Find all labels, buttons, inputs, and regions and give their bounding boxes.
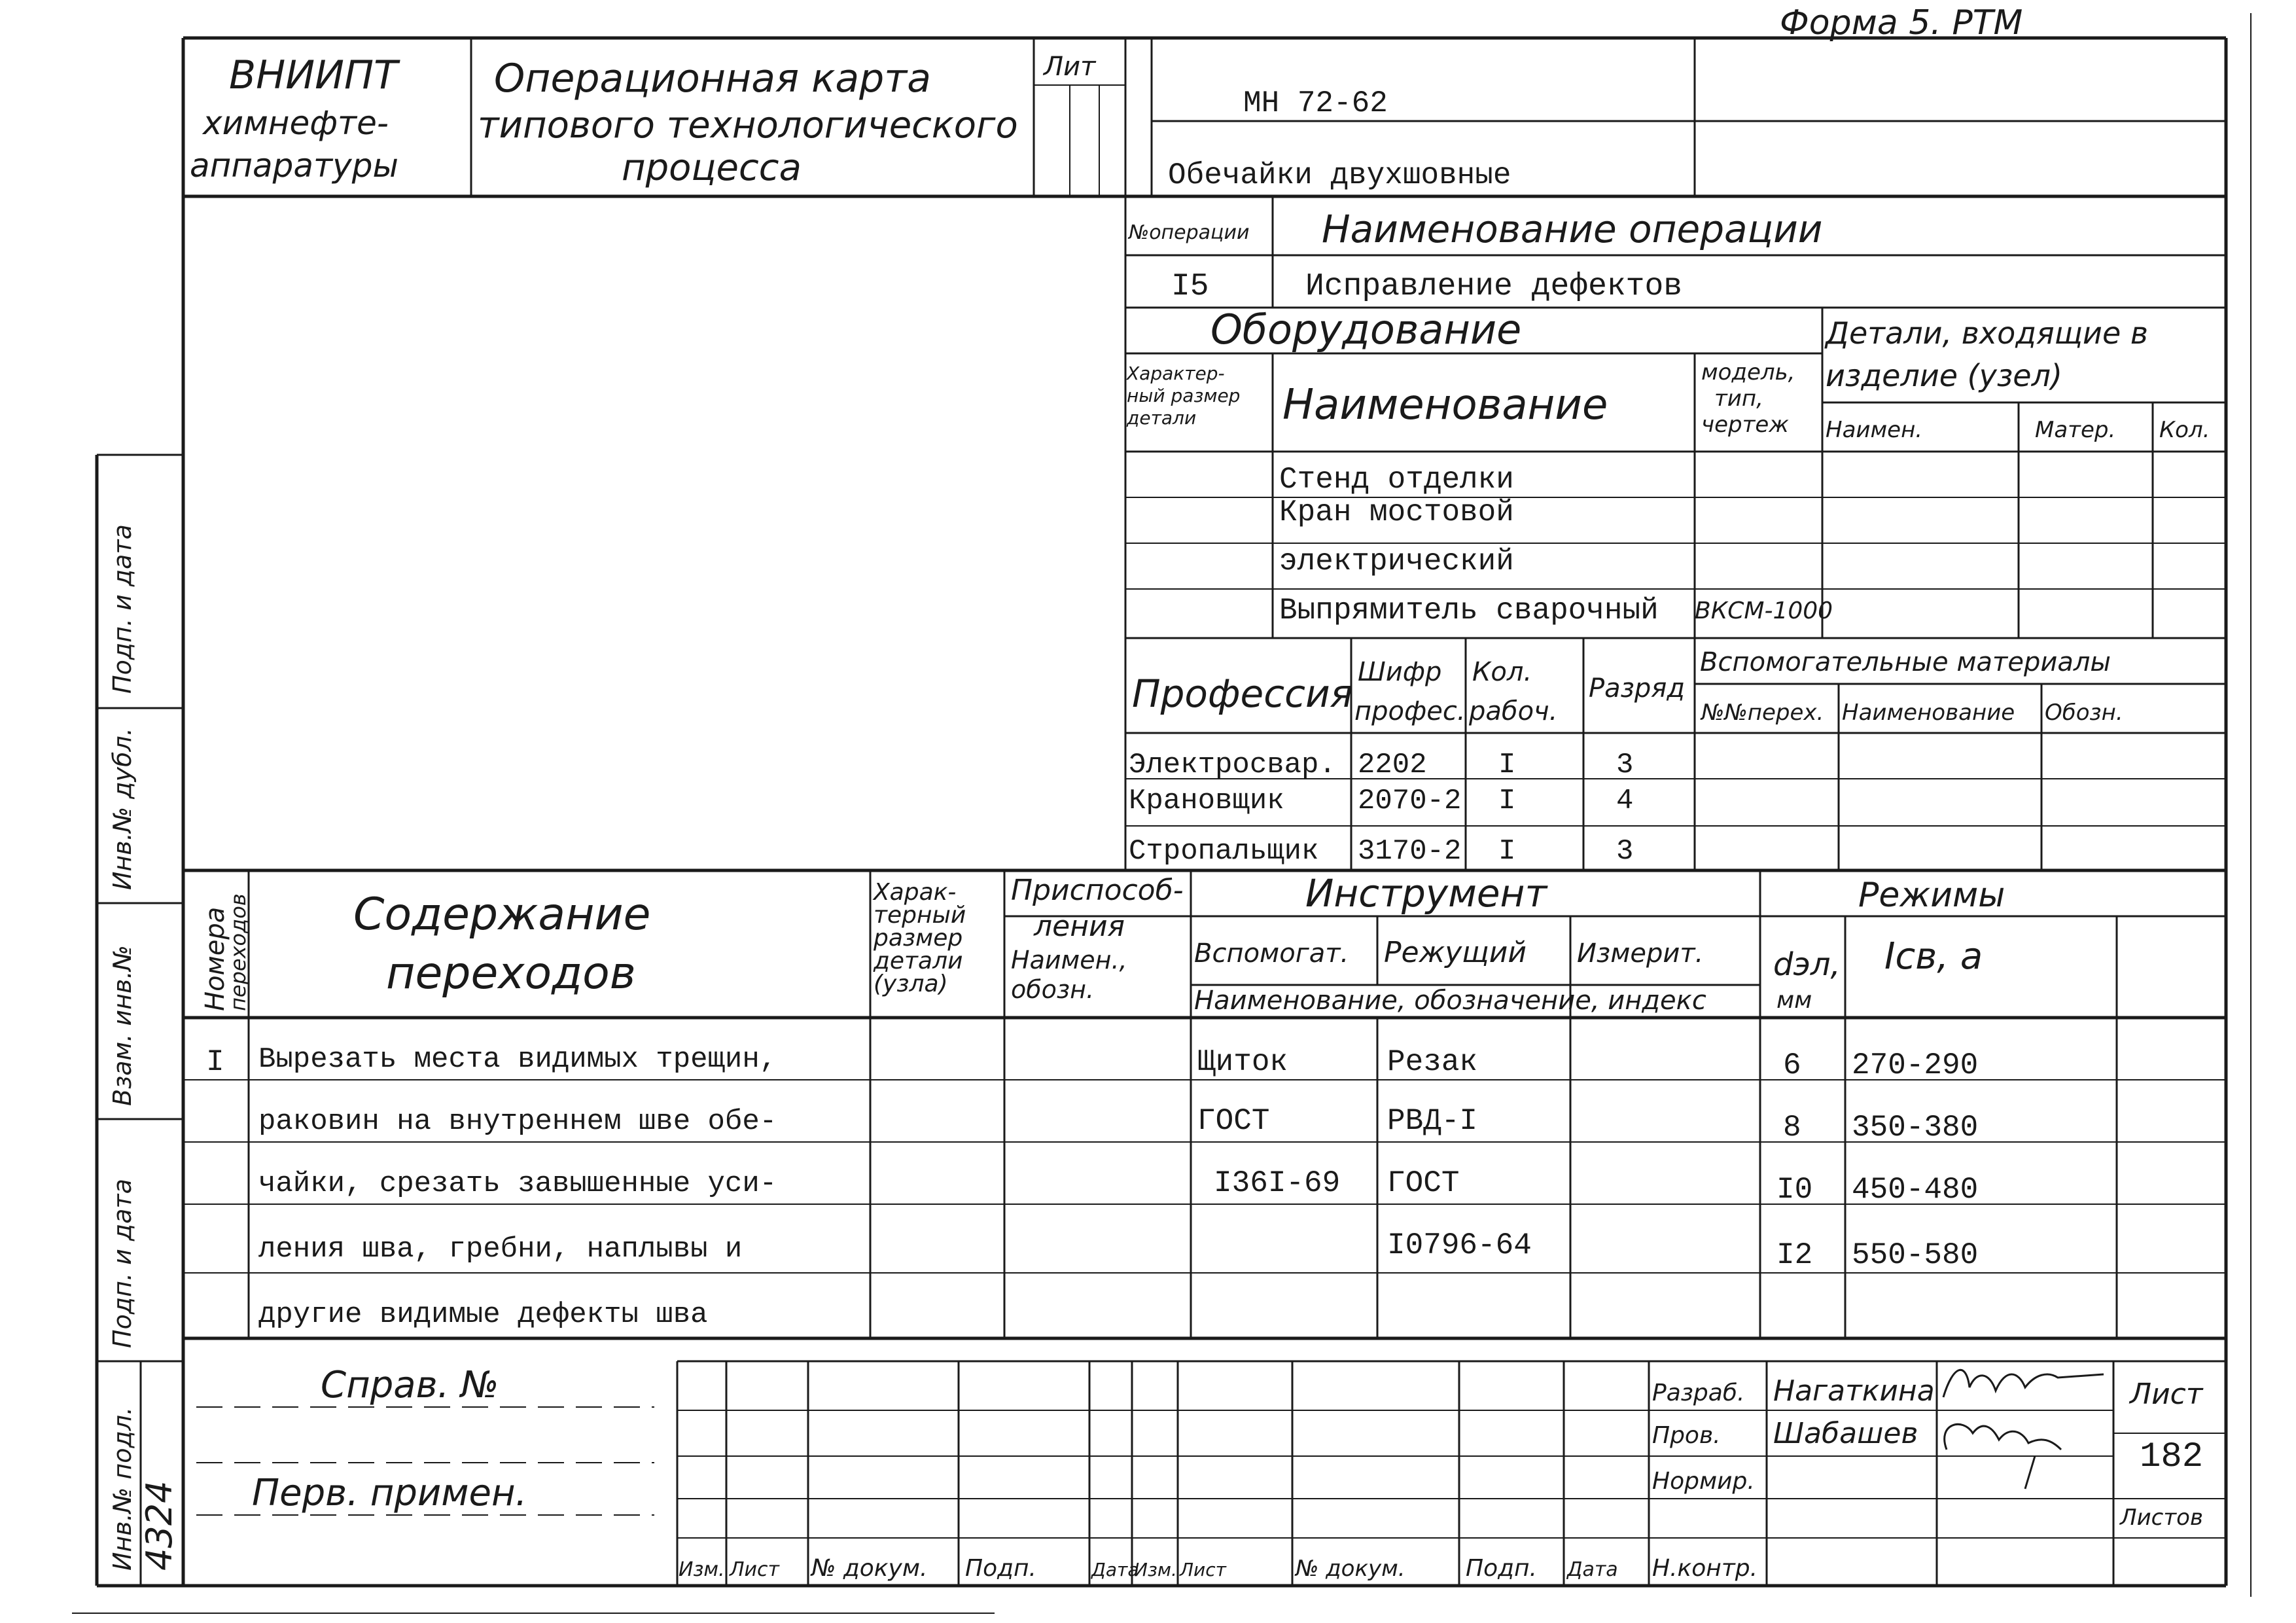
equipment-col-size-1: Характер- bbox=[1127, 363, 1225, 384]
trans-col-size-5: (узла) bbox=[874, 971, 948, 997]
name-razrab: Нагаткина bbox=[1773, 1374, 1935, 1408]
aux-col-name: Наименование bbox=[1842, 700, 2015, 726]
stamp-col-doc-1: № докум. bbox=[811, 1555, 928, 1582]
trans-col-fixture-sub-2: обозн. bbox=[1011, 975, 1095, 1004]
workers-col-grade: Разряд bbox=[1589, 673, 1686, 704]
cut-tool-4: I0796-64 bbox=[1387, 1228, 1532, 1262]
sheet-number: 182 bbox=[2140, 1437, 2204, 1477]
signature-razrab bbox=[1943, 1370, 2104, 1397]
perv-primen-label: Перв. примен. bbox=[252, 1472, 527, 1514]
stamp-col-list-2: Лист bbox=[1180, 1559, 1226, 1580]
stamp-col-date-2: Дата bbox=[1567, 1558, 1618, 1581]
cut-tool-3: ГОСТ bbox=[1387, 1166, 1460, 1200]
workers-col-profession: Профессия bbox=[1132, 671, 1353, 716]
transition-line-5: другие видимые дефекты шва bbox=[258, 1298, 708, 1331]
trans-col-size-1: Харак- bbox=[874, 879, 957, 906]
role-razrab: Разраб. bbox=[1652, 1380, 1745, 1406]
equipment-col-name: Наименование bbox=[1282, 381, 1608, 429]
aux-tool-3: I36I-69 bbox=[1214, 1166, 1341, 1200]
modes-d-2: мм bbox=[1776, 987, 1812, 1014]
operation-number: I5 bbox=[1171, 269, 1209, 304]
aux-tool-1: Щиток bbox=[1197, 1045, 1288, 1079]
aux-tool-2: ГОСТ bbox=[1197, 1104, 1270, 1138]
transition-line-4: ления шва, гребни, наплывы и bbox=[258, 1233, 743, 1266]
margin-label-inv-dubl: Инв.№ дубл. bbox=[108, 728, 137, 890]
equipment-col-model-1: модель, bbox=[1701, 359, 1795, 385]
worker-3-code: 3170-2 bbox=[1358, 835, 1462, 868]
margin-labels bbox=[108, 524, 180, 1571]
worker-1-code: 2202 bbox=[1358, 749, 1427, 781]
i-sv-2: 350-380 bbox=[1852, 1111, 1979, 1145]
d-el-3: I0 bbox=[1776, 1173, 1813, 1207]
trans-col-fixture-sub-1: Наимен., bbox=[1011, 946, 1127, 974]
part-name: Обечайки двухшовные bbox=[1168, 158, 1511, 192]
cut-tool-2: РВД-I bbox=[1387, 1104, 1478, 1138]
worker-2-profession: Крановщик bbox=[1129, 785, 1284, 817]
i-sv-1: 270-290 bbox=[1852, 1048, 1979, 1082]
aux-materials-title: Вспомогательные материалы bbox=[1700, 647, 2111, 677]
worker-3-grade: 3 bbox=[1616, 835, 1634, 868]
form-label: Форма 5. РТМ bbox=[1780, 3, 2023, 43]
trans-col-fixture-1: Приспособ- bbox=[1011, 874, 1184, 907]
stamp-col-izm-2: Изм. bbox=[1134, 1559, 1177, 1580]
inv-number: 4324 bbox=[139, 1480, 180, 1571]
stamp-col-sign-2: Подп. bbox=[1466, 1555, 1537, 1582]
sheets-label: Листов bbox=[2120, 1505, 2204, 1531]
worker-2-count: I bbox=[1498, 785, 1516, 817]
equipment-col-model-2: тип, bbox=[1714, 385, 1763, 412]
trans-col-fixture-2: ления bbox=[1034, 910, 1125, 943]
trans-col-num-2: переходов bbox=[226, 893, 251, 1011]
workers-col-count-1: Кол. bbox=[1472, 657, 1532, 687]
tools-sub: Наименование, обозначение, индекс bbox=[1194, 986, 1706, 1016]
equipment-row-2: Кран мостовой bbox=[1279, 495, 1514, 529]
transition-line-2: раковин на внутреннем шве обе- bbox=[258, 1105, 777, 1138]
role-n-kontr: Н.контр. bbox=[1652, 1555, 1758, 1582]
margin-label-podp-data-2: Подп. и дата bbox=[108, 524, 137, 694]
equipment-row-4: Выпрямитель сварочный bbox=[1279, 594, 1659, 628]
role-prov: Пров. bbox=[1652, 1422, 1721, 1449]
parts-title-1: Детали, входящие в bbox=[1826, 315, 2148, 351]
equipment-col-model-3: чертеж bbox=[1701, 412, 1789, 438]
trans-col-num-1: Номера bbox=[200, 906, 230, 1011]
aux-col-code: Обозн. bbox=[2045, 700, 2123, 726]
d-el-4: I2 bbox=[1776, 1238, 1813, 1272]
tools-title: Инструмент bbox=[1305, 871, 1547, 916]
equipment-row-4-model: ВКСМ-1000 bbox=[1695, 597, 1833, 624]
aux-col-num: №№перех. bbox=[1701, 700, 1824, 726]
margin-label-inv-podl: Инв.№ подл. bbox=[108, 1406, 137, 1571]
stamp-col-list-1: Лист bbox=[730, 1558, 780, 1581]
org-name-line3: аппаратуры bbox=[190, 147, 398, 185]
modes-i: Iсв, а bbox=[1884, 935, 1983, 978]
trans-col-size-3: размер bbox=[874, 925, 963, 952]
equipment-row-1: Стенд отделки bbox=[1279, 463, 1514, 497]
d-el-1: 6 bbox=[1783, 1048, 1801, 1082]
sprav-label: Справ. № bbox=[321, 1364, 499, 1406]
tools-col-measure: Измерит. bbox=[1577, 938, 1704, 969]
workers-col-code-1: Шифр bbox=[1358, 657, 1442, 687]
workers-col-code-2: профес. bbox=[1354, 696, 1466, 726]
workers-col-count-2: рабоч. bbox=[1469, 696, 1558, 726]
margin-label-podp-data-1: Подп. и дата bbox=[108, 1179, 137, 1348]
equipment-col-size-2: ный размер bbox=[1127, 385, 1241, 406]
worker-2-grade: 4 bbox=[1616, 785, 1634, 817]
tools-col-cut: Режущий bbox=[1384, 936, 1527, 969]
stamp-col-izm-1: Изм. bbox=[679, 1558, 725, 1581]
transition-number: I bbox=[206, 1045, 224, 1079]
worker-1-count: I bbox=[1498, 749, 1516, 781]
doc-number: МН 72-62 bbox=[1243, 86, 1388, 120]
trans-col-size-2: терный bbox=[874, 902, 966, 929]
worker-2-code: 2070-2 bbox=[1358, 785, 1462, 817]
worker-3-profession: Стропальщик bbox=[1129, 835, 1319, 868]
worker-3-count: I bbox=[1498, 835, 1516, 868]
transition-line-1: Вырезать места видимых трещин, bbox=[258, 1043, 777, 1076]
card-title-line3: процесса bbox=[622, 147, 802, 189]
role-normir: Нормир. bbox=[1652, 1468, 1755, 1495]
stamp-col-doc-2: № докум. bbox=[1296, 1556, 1405, 1582]
stamp-col-date-1: Дата bbox=[1091, 1559, 1139, 1580]
card-title-line2: типового технологического bbox=[478, 104, 1018, 147]
transition-line-3: чайки, срезать завышенные уси- bbox=[258, 1168, 777, 1200]
operation-name: Исправление дефектов bbox=[1305, 269, 1683, 304]
stamp-col-sign-1: Подп. bbox=[965, 1555, 1036, 1582]
worker-1-profession: Электросвар. bbox=[1129, 749, 1336, 781]
lit-label: Лит bbox=[1044, 52, 1096, 82]
operation-number-label: №операции bbox=[1129, 221, 1250, 244]
parts-col-name: Наимен. bbox=[1826, 417, 1923, 443]
i-sv-4: 550-580 bbox=[1852, 1238, 1979, 1272]
title-block-grid bbox=[677, 1361, 2226, 1586]
cut-tool-1: Резак bbox=[1387, 1045, 1478, 1079]
equipment-title: Оборудование bbox=[1210, 306, 1522, 353]
parts-col-count: Кол. bbox=[2159, 417, 2210, 443]
org-name-line1: ВНИИПТ bbox=[229, 52, 398, 98]
operation-name-label: Наименование операции bbox=[1322, 207, 1823, 251]
i-sv-3: 450-480 bbox=[1852, 1173, 1979, 1207]
d-el-2: 8 bbox=[1783, 1111, 1801, 1145]
equipment-row-3: электрический bbox=[1279, 544, 1514, 579]
sheet-label: Лист bbox=[2130, 1378, 2203, 1411]
worker-1-grade: 3 bbox=[1616, 749, 1634, 781]
parts-title-2: изделие (узел) bbox=[1826, 358, 2062, 393]
equipment-col-size-3: детали bbox=[1127, 407, 1197, 429]
modes-d-1: dэл, bbox=[1773, 946, 1841, 983]
parts-col-material: Матер. bbox=[2035, 417, 2116, 443]
trans-col-content-2: переходов bbox=[386, 948, 636, 999]
trans-col-size-4: детали bbox=[874, 948, 963, 974]
margin-label-vzam-inv: Взам. инв.№ bbox=[108, 945, 137, 1106]
tools-col-aux: Вспомогат. bbox=[1194, 938, 1349, 969]
org-name-line2: химнефте- bbox=[203, 104, 389, 142]
name-prov: Шабашев bbox=[1773, 1417, 1918, 1450]
card-title-line1: Операционная карта bbox=[494, 56, 931, 101]
modes-title: Режимы bbox=[1858, 876, 2005, 915]
trans-col-content-1: Содержание bbox=[353, 889, 651, 940]
